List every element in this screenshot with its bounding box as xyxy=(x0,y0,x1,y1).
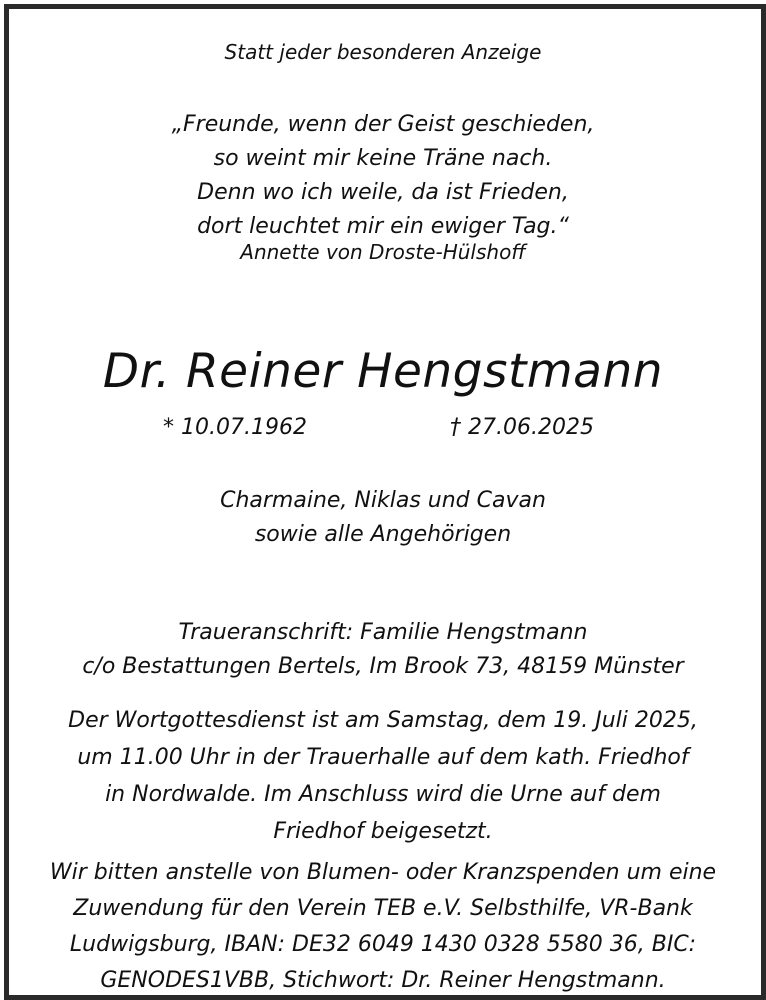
mourning-address xyxy=(0,616,766,684)
donation-line: Ludwigsburg, IBAN: DE32 6049 1430 0328 5580 36, BIC: xyxy=(69,932,697,957)
family-line: sowie alle Angehörigen xyxy=(254,522,512,547)
service-line: Friedhof beigesetzt. xyxy=(273,819,493,844)
family-block xyxy=(0,484,766,552)
donation-info xyxy=(0,855,766,999)
donation-line: GENODES1VBB, Stichwort: Dr. Reiner Hengstmann. xyxy=(100,968,666,993)
service-info xyxy=(0,702,766,850)
intro-heading: Statt jeder besonderen Anzeige xyxy=(224,40,542,64)
service-line: in Nordwalde. Im Anschluss wird die Urne auf dem xyxy=(105,782,661,807)
service-line: Der Wortgottesdienst ist am Samstag, dem 19. Juli 2025, xyxy=(68,708,698,733)
address-line: c/o Bestattungen Bertels, Im Brook 73, 48159 Münster xyxy=(82,654,684,679)
poem-author: Annette von Droste-Hülshoff xyxy=(240,240,526,264)
poem-quote xyxy=(0,108,766,244)
death-date: † 27.06.2025 xyxy=(450,415,594,440)
family-line: Charmaine, Niklas und Cavan xyxy=(220,488,546,513)
poem-line: „Freunde, wenn der Geist geschieden, xyxy=(171,112,595,137)
poem-line: dort leuchtet mir ein ewiger Tag.“ xyxy=(197,214,569,239)
poem-line: so weint mir keine Träne nach. xyxy=(213,146,553,171)
poem-line: Denn wo ich weile, da ist Frieden, xyxy=(197,180,569,205)
service-line: um 11.00 Uhr in der Trauerhalle auf dem kath. Friedhof xyxy=(77,745,689,770)
donation-line: Zuwendung für den Verein TEB e.V. Selbsthilfe, VR-Bank xyxy=(73,896,693,921)
donation-line: Wir bitten anstelle von Blumen- oder Kranzspenden um eine xyxy=(49,860,717,885)
birth-date: * 10.07.1962 xyxy=(163,415,307,440)
deceased-name: Dr. Reiner Hengstmann xyxy=(102,344,664,399)
address-line: Traueranschrift: Familie Hengstmann xyxy=(178,620,588,645)
